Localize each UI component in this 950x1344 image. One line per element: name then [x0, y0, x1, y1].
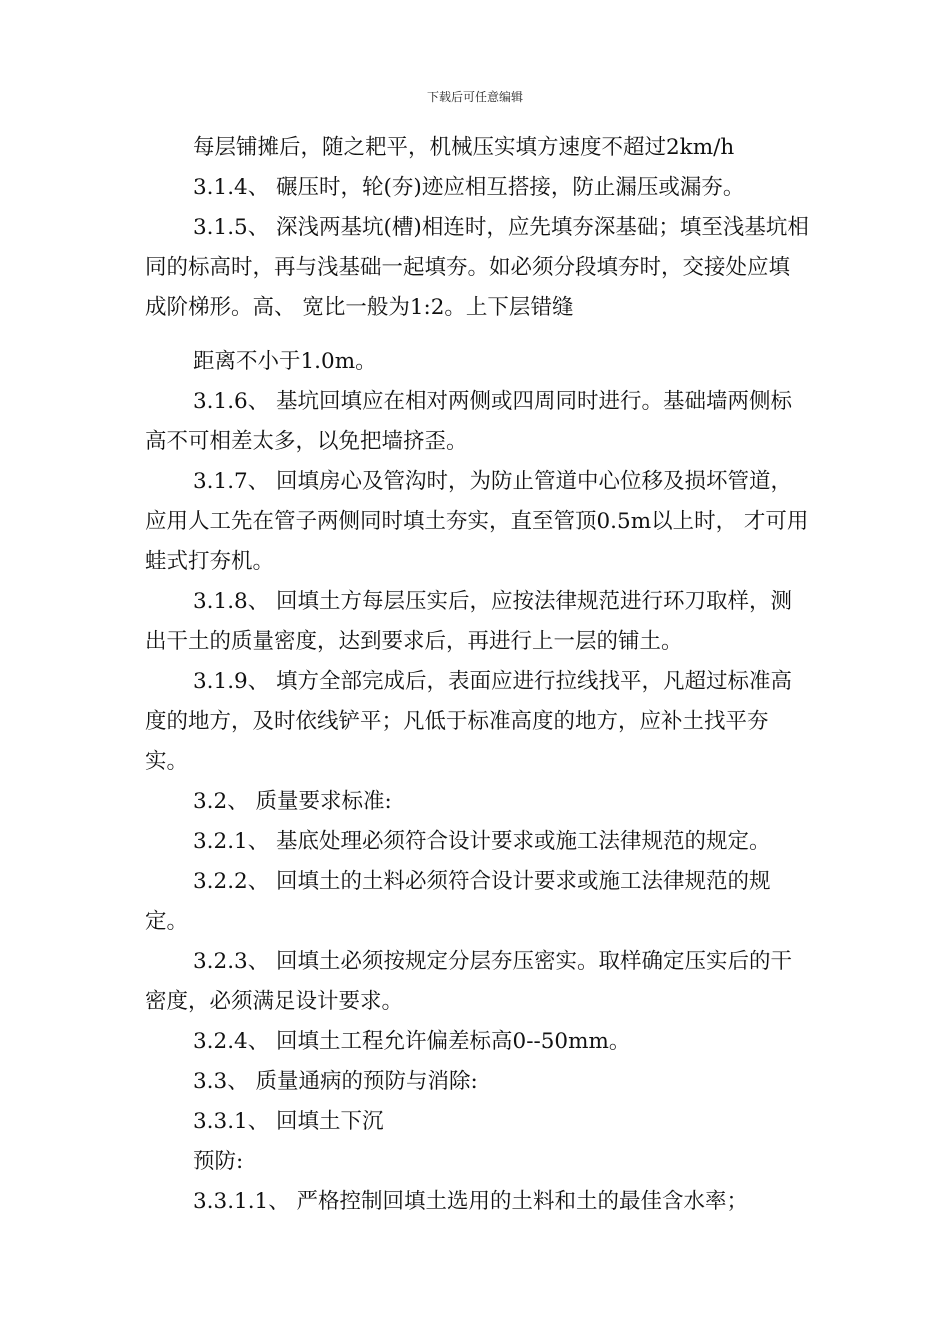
paragraph-3-1-4: 3.1.4、 碾压时，轮(夯)迹应相互搭接，防止漏压或漏夯。 — [193, 175, 745, 200]
document-body — [145, 128, 810, 1222]
paragraph-3-3-1: 3.3.1、 回填土下沉 — [193, 1109, 384, 1134]
paragraph-3-1-5: 3.1.5、 深浅两基坑(槽)相连时，应先填夯深基础；填至浅基坑相同的标高时，再与浅基础一起填夯。如必须分段填夯时，交接处应填成阶梯形。高、 宽比一般为1:2。上下层错缝 — [145, 215, 809, 320]
paragraph-3-1-9: 3.1.9、 填方全部完成后，表面应进行拉线找平，凡超过标准高度的地方，及时依线铲平；凡低于标准高度的地方，应补土找平夯实。 — [145, 669, 793, 774]
paragraph-3-1-7: 3.1.7、 回填房心及管沟时，为防止管道中心位移及损坏管道，应用人工先在管子两侧同时填土夯实，直至管顶0.5m以上时， 才可用蛙式打夯机。 — [145, 469, 809, 574]
paragraph-3-1-5-continued: 距离不小于1.0m。 — [193, 349, 377, 374]
section-heading-3-2: 3.2、 质量要求标准: — [193, 789, 392, 814]
paragraph-3-3-1-1: 3.3.1.1、 严格控制回填土选用的土料和土的最佳含水率； — [193, 1189, 749, 1214]
paragraph-3-2-2: 3.2.2、 回填土的土料必须符合设计要求或施工法律规范的规定。 — [145, 869, 771, 934]
paragraph-fill-speed: 每层铺摊后，随之耙平，机械压实填方速度不超过2km/h — [193, 135, 735, 160]
paragraph-3-2-3: 3.2.3、 回填土必须按规定分层夯压密实。取样确定压实后的干密度，必须满足设计要求。 — [145, 949, 793, 1014]
paragraph-3-1-8: 3.1.8、 回填土方每层压实后，应按法律规范进行环刀取样，测出干土的质量密度，达到要求后，再进行上一层的铺土。 — [145, 589, 793, 654]
paragraph-3-2-4: 3.2.4、 回填土工程允许偏差标高0--50mm。 — [193, 1029, 631, 1054]
paragraph-3-1-6: 3.1.6、 基坑回填应在相对两侧或四周同时进行。基础墙两侧标高不可相差太多，以免把墙挤歪。 — [145, 389, 793, 454]
paragraph-3-2-1: 3.2.1、 基底处理必须符合设计要求或施工法律规范的规定。 — [193, 829, 771, 854]
page-header: 下载后可任意编辑 — [426, 90, 523, 104]
section-heading-3-3: 3.3、 质量通病的预防与消除: — [193, 1069, 478, 1094]
paragraph-prevention: 预防: — [193, 1149, 244, 1174]
